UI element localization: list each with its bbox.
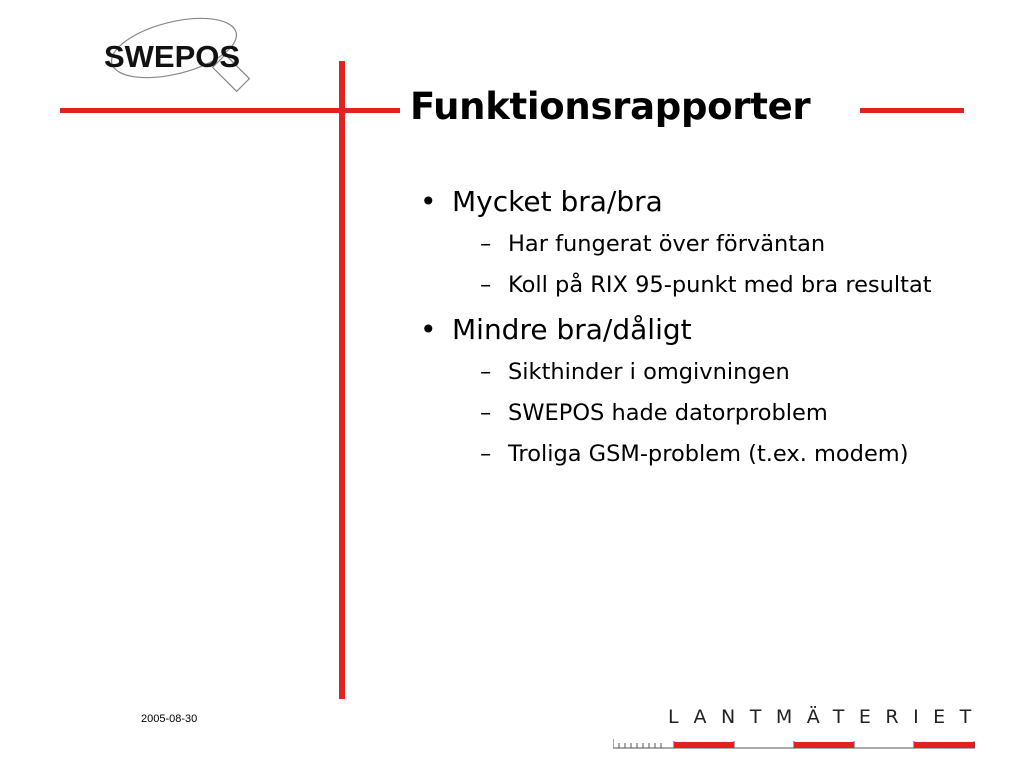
- dash-marker: –: [480, 231, 492, 257]
- dash-marker: –: [480, 272, 492, 298]
- red-horizontal-line-right: [860, 108, 964, 113]
- sub-bullet-text: SWEPOS hade datorproblem: [508, 400, 828, 426]
- logo-text: SWEPOS: [104, 39, 241, 74]
- dash-marker: –: [480, 441, 492, 467]
- sub-bullet-item: [410, 269, 970, 302]
- sub-bullet-text: Troliga GSM-problem (t.ex. modem): [508, 441, 909, 467]
- bullet-text: Mycket bra/bra: [452, 185, 663, 218]
- sub-bullet-item: [410, 438, 970, 471]
- footer-date: 2005-08-30: [141, 713, 198, 725]
- bullet-item: [410, 182, 970, 222]
- bullet-list: [410, 178, 970, 471]
- sub-bullet-item: [410, 228, 970, 261]
- sub-bullet-item: [410, 356, 970, 389]
- dash-marker: –: [480, 359, 492, 385]
- dash-marker: –: [480, 400, 492, 426]
- lantmateriet-logo-text: LANTMÄTERIET: [668, 706, 986, 728]
- slide-title: Funktionsrapporter: [410, 85, 811, 128]
- red-vertical-line: [339, 61, 345, 699]
- bullet-item: [410, 310, 970, 350]
- bullet-marker: •: [420, 313, 437, 346]
- bullet-text: Mindre bra/dåligt: [452, 313, 692, 346]
- bullet-marker: •: [420, 185, 437, 218]
- red-horizontal-line-left: [60, 108, 400, 113]
- sub-bullet-text: Koll på RIX 95-punkt med bra resultat: [508, 272, 932, 298]
- swepos-logo: [98, 12, 258, 96]
- sub-bullet-item: [410, 397, 970, 430]
- scale-bar-icon: [613, 737, 975, 751]
- sub-bullet-text: Har fungerat över förväntan: [508, 231, 826, 257]
- sub-bullet-text: Sikthinder i omgivningen: [508, 359, 790, 385]
